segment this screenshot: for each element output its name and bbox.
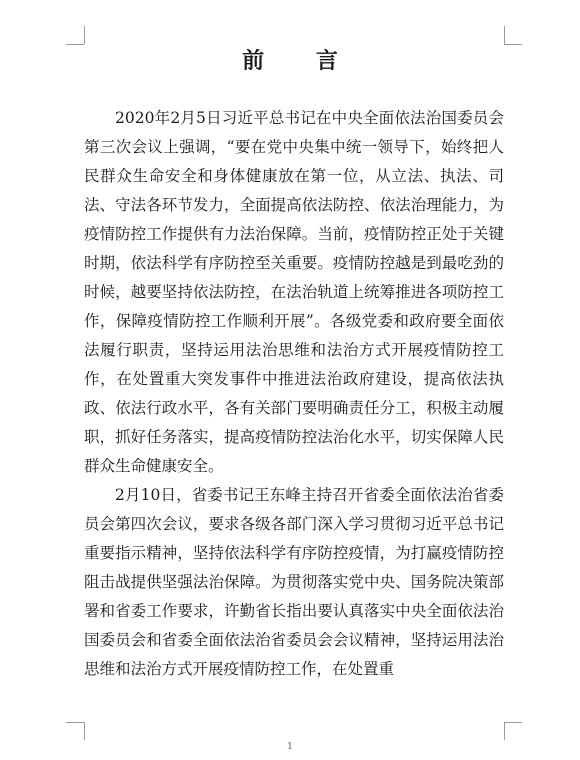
crop-mark-bottom-right-h [504, 722, 522, 723]
crop-mark-bottom-right-v [504, 722, 505, 740]
page-title: 前 言 [242, 48, 360, 74]
document-body [84, 104, 504, 684]
crop-mark-bottom-left-v [84, 722, 85, 740]
paragraph-1: 2020年2月5日习近平总书记在中央全面依法治国委员会第三次会议上强调，“要在党中央集中统一领导下，始终把人民群众生命安全和身体健康放在第一位，从立法、执法、司法、守法各环节发力，全面提高依法防控、依法治理能力，为疫情防控工作提供有力法治保障。当前，疫情防控正处于关键时期，依法科学有序防控至关重要。疫情防控越是到最吃劲的时候，越要坚持依法防控，在法治轨道上统筹推进各项防控工作，保障疫情防控工作顺利开展”。各级党委和政府要全面依法履行职责，坚持运用法治思维和法治方式开展疫情防控工作，在处置重大突发事件中推进法治政府建设，提高依法执政、依法行政水平，各有关部门要明确责任分工，积极主动履职，抓好任务落实，提高疫情防控法治化水平，切实保障人民群众生命健康安全。 [84, 109, 504, 475]
paragraph-2: 2月10日，省委书记王东峰主持召开省委全面依法治省委员会第四次会议，要求各级各部门深入学习贯彻习近平总书记重要指示精神，坚持依法科学有序防控疫情，为打赢疫情防控阻击战提供坚强法治保障。为贯彻落实党中央、国务院决策部署和省委工作要求，许勤省长指出要认真落实中央全面依法治国委员会和省委全面依法治省委员会会议精神，坚持运用法治思维和法治方式开展疫情防控工作，在处置重 [84, 486, 504, 678]
crop-mark-bottom-left-h [66, 722, 84, 723]
crop-mark-top-left-v [84, 26, 85, 44]
crop-mark-top-right-v [504, 26, 505, 44]
page-number: 1 [287, 742, 293, 752]
